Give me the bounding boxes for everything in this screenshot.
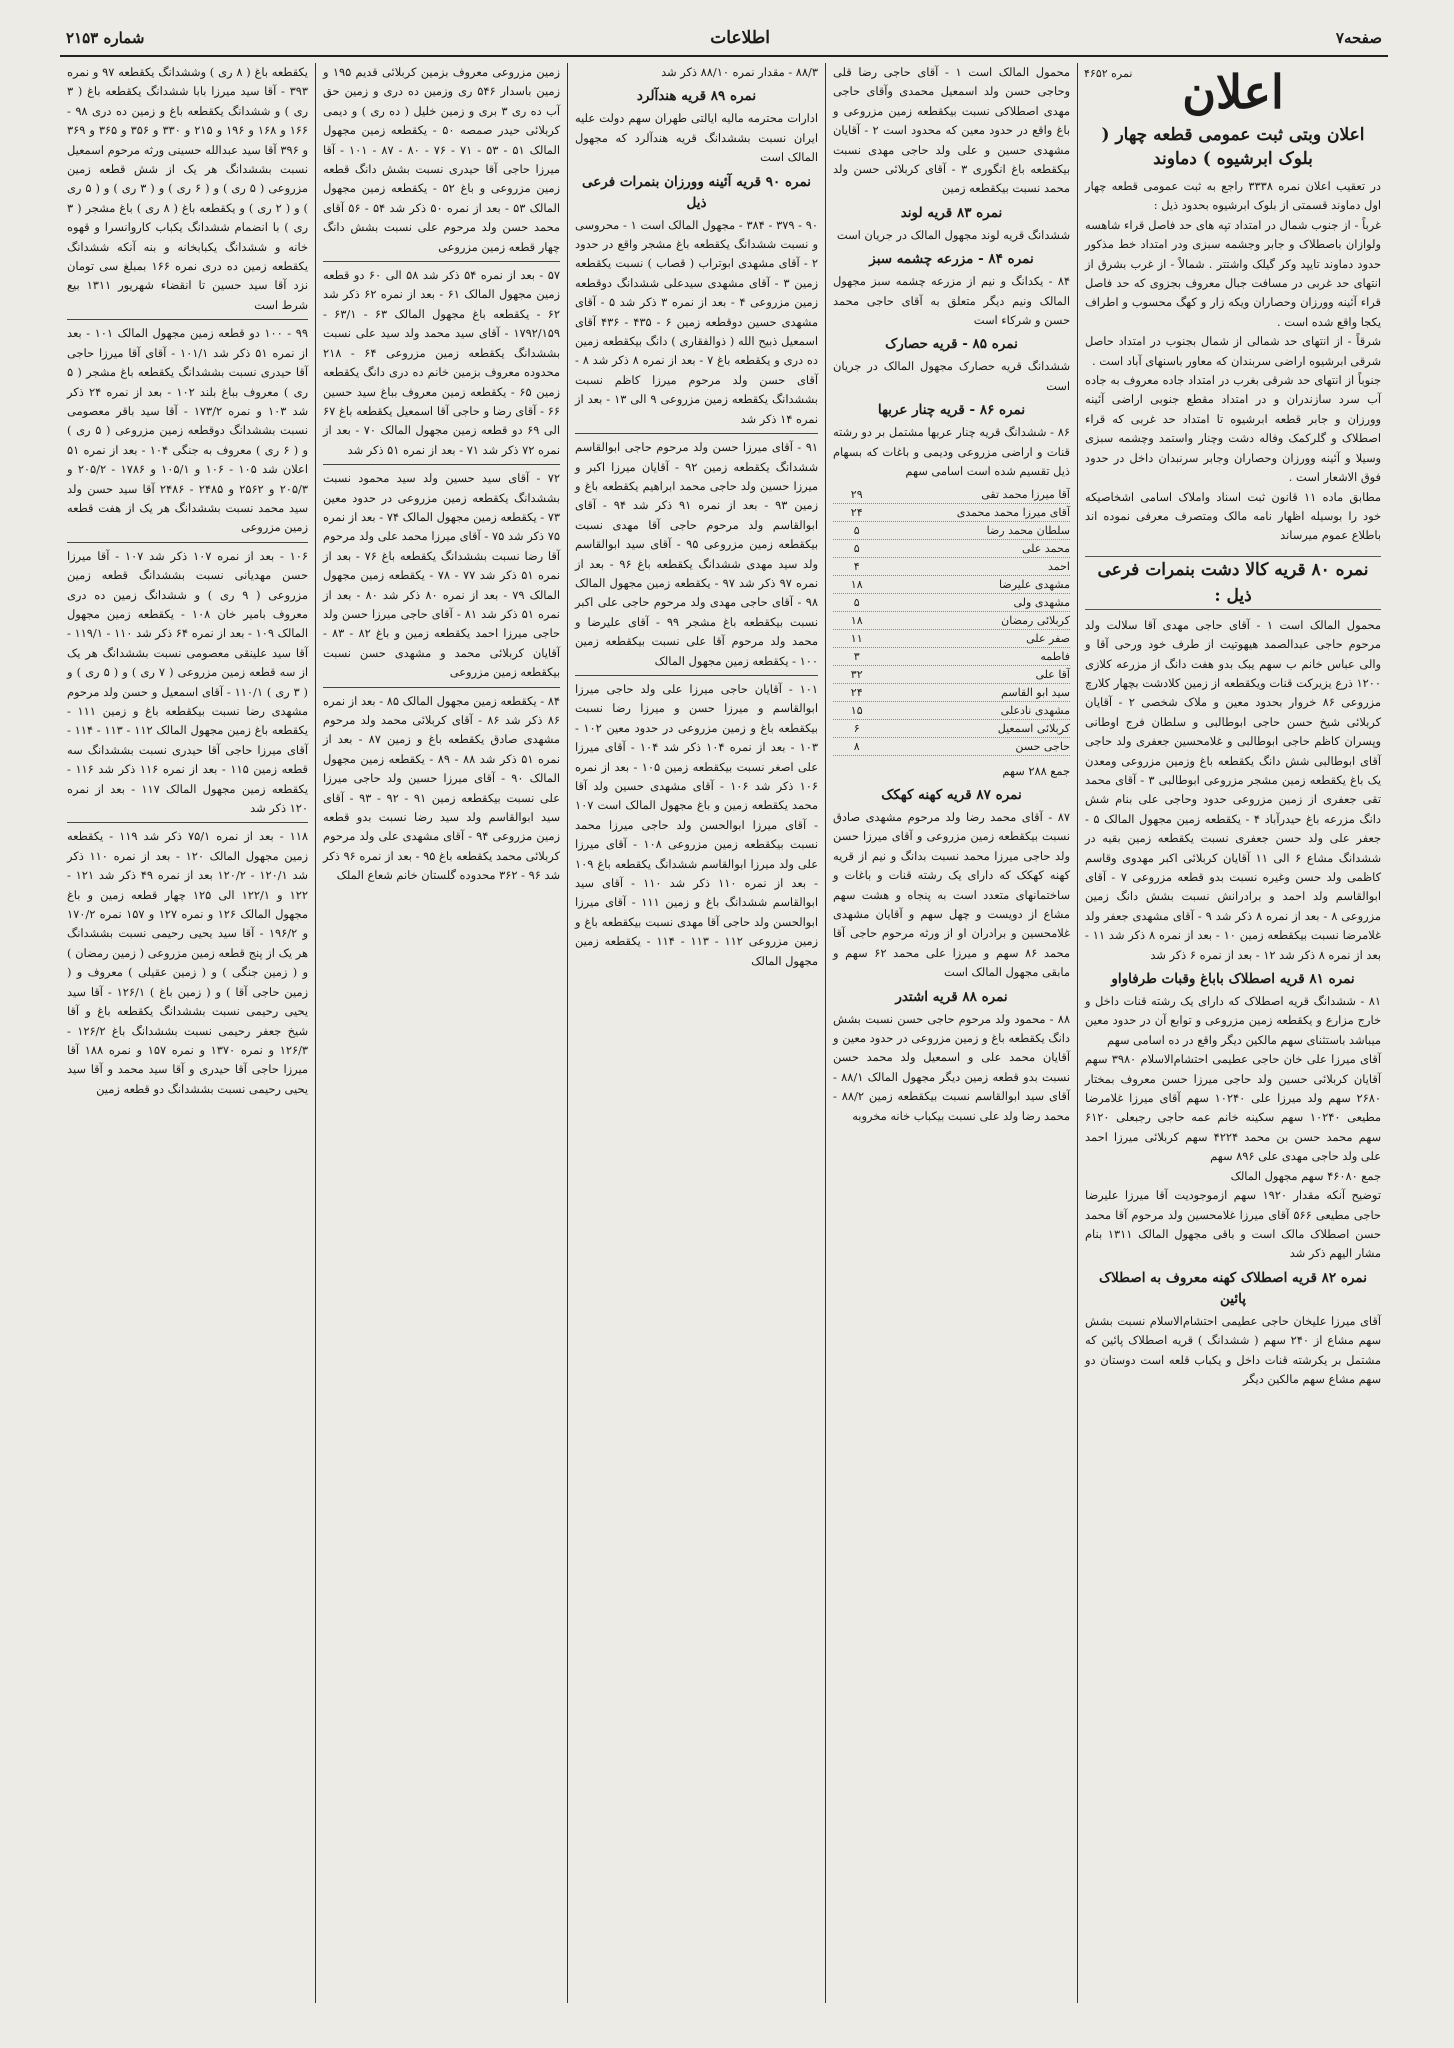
table-row bbox=[833, 486, 1070, 504]
shares-total: جمع ۲۸۸ سهم bbox=[1002, 763, 1070, 778]
text-col3-d: ۱۰۱ - آقایان حاجی میرزا علی ولد حاجی میرزا ابوالقاسم و میرزا حسن و میرزا رضا نسبت بیکقطعه باغ و زمین مزروعی در حدود معین ۱۰۲ - ۱۰۳ - بعد از نمره ۱۰۴ ذکر شد ۱۰۴ - آقای میرزا علی اصغر نسبت بیکقطعه زمین ۱۰۵ - بعد از نمره ۱۰۶ ذکر شد ۱۰۶ - آقای مشهدی حسین ولد آقا محمد یکقطعه زمین و باغ مجهول المالک است ۱۰۷ - آقای میرزا ابوالحسن ولد حاجی میرزا محمد نسبت بیکقطعه زمین مزروعی ۱۰۸ - آقای میرزا علی ولد میرزا ابوالقاسم ششدانگ یکقطعه باغ ۱۰۹ - بعد از نمره ۱۱۰ ذکر شد ۱۱۰ - آقای سید ابوالقاسم ششدانگ باغ و زمین ۱۱۱ - آقای میرزا ابوالحسن ولد حاجی آقا مهدی نسبت بیکقطعه باغ و زمین مزروعی ۱۱۲ - ۱۱۳ - ۱۱۴ - یکقطعه زمین مجهول المالک bbox=[575, 681, 819, 968]
text-84: ۸۴ - یکدانگ و نیم از مزرعه چشمه سبز مجهول المالک ونیم دیگر متعلق به آقای حاجی محمد حسن و شرکاء است bbox=[833, 274, 1070, 328]
column-2 bbox=[826, 63, 1078, 2003]
owner-share: ۳۲ bbox=[850, 667, 863, 681]
owner-share: ۱۸ bbox=[850, 577, 863, 591]
table-row bbox=[833, 576, 1070, 594]
owner-name: کربلائی اسمعیل bbox=[997, 721, 1070, 735]
owner-name: سلطان محمد رضا bbox=[986, 523, 1070, 537]
owner-name: آقا علی bbox=[1035, 667, 1070, 681]
newspaper-name: اطلاعات bbox=[710, 28, 770, 48]
column-3 bbox=[568, 63, 826, 2003]
owner-name: صفر علی bbox=[1026, 631, 1070, 645]
text-89: ادارات محترمه مالیه ایالتی طهران سهم دولت علیه ایران نسبت بششدانگ قریه هندآلرد که مجهول المالک است bbox=[575, 111, 818, 165]
boundary-east: شرقاً - از انتهای حد شمالی از شمال بجنوب در امتداد حاصل شرقی ابرشیوه اراضی سربندان که معاور باسنهای آباد است . bbox=[1085, 334, 1381, 368]
table-row bbox=[833, 504, 1070, 522]
text-col5-b: ۹۹ - ۱۰۰ دو قطعه زمین مجهول المالک ۱۰۱ - بعد از نمره ۵۱ ذکر شد ۱۰۱/۱ - آقای آقا میرزا حاجی آقا حیدری نسبت بششدانگ یکقطعه باغ مشجر ( ۵ ری ) معروف بباغ بلند ۱۰۲ - بعد از نمره ۲۴ ذکر شد ۱۰۳ و نمره ۱۷۳/۲ - آقا سید باقر معصومی نسبت بششدانگ دوقطعه زمین مزروعی ( ۵ ری ) و ( ۶ ری ) معروف به جنگی ۱۰۴ - بعد از نمره ۵۱ اعلان شد ۱۰۵ - ۱۰۶ و ۱۰۵/۱ و ۱۷۸۶ - ۲۰۵/۲ و ۲۰۵/۳ و ۲۵۶۲ و ۲۴۸۵ - ۲۴۸۶ آقا سید حسن ولد سید محمد نسبت بششدانگ هر یک از هفت قطعه زمین مزروعی bbox=[67, 326, 309, 535]
notice-legal: مطابق ماده ۱۱ قانون ثبت اسناد واملاک اسامی اشخاصیکه خود را بوسیله اظهار نامه مالک ومتصرف معرفی نموده اند باطلاع عموم میرساند bbox=[1085, 489, 1381, 543]
owner-name: سید ابو القاسم bbox=[1001, 685, 1070, 699]
divider bbox=[323, 687, 560, 688]
text-col4-d: ۸۴ - یکقطعه زمین مجهول المالک ۸۵ - بعد از نمره ۸۶ ذکر شد ۸۶ - آقای کربلائی محمد ولد مرحوم مشهدی صادق یکقطعه باغ و زمین ۸۷ - بعد از نمره ۵۱ ذکر شد ۸۸ - ۸۹ - یکقطعه زمین مجهول المالک ۹۰ - آقای میرزا حسین ولد حاجی میرزا علی نسبت بیکقطعه زمین ۹۱ - ۹۲ - ۹۳ - آقای سید ابوالقاسم ولد سید رضا نسبت بدو قطعه زمین مزروعی ۹۴ - آقای مشهدی علی ولد مرحوم کربلائی محمد یکقطعه باغ ۹۵ - بعد از نمره ۹۶ ذکر شد ۹۶ - ۳۶۲ محدوده گلستان خانم شعاع الملک bbox=[323, 693, 561, 883]
owner-share: ۱۸ bbox=[850, 613, 863, 627]
heading-83: نمره ۸۳ قریه لوند bbox=[900, 204, 1003, 221]
divider bbox=[575, 433, 818, 434]
table-row bbox=[833, 522, 1070, 540]
heading-86: نمره ۸۶ - قریه چنار عربها bbox=[877, 402, 1026, 419]
table-row bbox=[833, 630, 1070, 648]
text-col4-c: ۷۲ - آقای سید حسین ولد سید محمود نسبت بششدانگ یکقطعه زمین مزروعی در حدود معین ۷۳ - یکقطعه زمین مجهول المالک ۷۴ - بعد از نمره ۷۵ ذکر شد ۷۵ - آقای میرزا محمد علی ولد مرحوم آقا رضا نسبت بششدانگ یکقطعه باغ ۷۶ - بعد از نمره ۵۱ ذکر شد ۷۷ - ۷۸ - یکقطعه زمین مجهول المالک ۷۹ - بعد از نمره ۸۰ ذکر شد ۸۰ - بعد از نمره ۵۱ ذکر شد ۸۱ - آقای حاجی میرزا حسن ولد حاجی میرزا احمد یکقطعه زمین و باغ ۸۲ - ۸۳ - آقایان کربلائی محمد و مشهدی حسن نسبت بیکقطعه زمین مزروعی bbox=[323, 471, 561, 680]
boundary-south: جنوباً از انتهای حد شرقی بغرب در امتداد جاده معروف به جاده آب سرد سازندران و در امتداد مقطع جنوبی اراضی آئینه وورزان و جابر قطعه ابرشیوه تا امتداد حد غربی که قراء اصطلاک و گلرکمک وفاله دشت وچنار واستمد وچشمه سبزی وسیلا و آئینه وورزان وحصاران وجابر سرنبدان داخل در حدود فوق الاشعار است . bbox=[1085, 373, 1381, 485]
shares-table bbox=[833, 486, 1070, 756]
owner-share: ۳ bbox=[853, 649, 860, 663]
owner-name: مشهدی نادعلی bbox=[1000, 703, 1070, 717]
heading-87: نمره ۸۷ قریه کهنه کهکک bbox=[881, 786, 1022, 803]
owner-name: احمد bbox=[1048, 559, 1070, 573]
text-86: ۸۶ - ششدانگ قریه چنار عربها مشتمل بر دو رشته قنات و اراضی مزروعی ودیمی و باغات که بسهام ذیل تقسیم شده است اسامی سهم bbox=[833, 425, 1070, 479]
owner-share: ۲۴ bbox=[850, 505, 863, 519]
owner-name: مشهدی ولی bbox=[1013, 595, 1070, 609]
text-col4-b: ۵۷ - بعد از نمره ۵۴ ذکر شد ۵۸ الی ۶۰ دو قطعه زمین مجهول المالک ۶۱ - بعد از نمره ۶۲ ذکر شد ۶۲ - یکقطعه باغ مجهول المالک ۶۳ - ۶۳/۱ - ۱۷۹۲/۱۵۹ - آقای سید محمد ولد سید علی نسبت بششدانگ یکقطعه زمین مزروعی ۶۴ - ۲۱۸ محدوده معروف بزمین خانم ده دری دانگ یکقطعه زمین ۶۵ - یکقطعه زمین معروف بباغ سید حسین ۶۶ - آقای رضا و حاجی آقا اسمعیل یکقطعه باغ ۶۷ الی ۶۹ دو قطعه زمین مجهول المالک ۷۰ - بعد از نمره ۷۲ ذکر شد ۷۱ - بعد از نمره ۵۱ ذکر شد bbox=[323, 268, 560, 457]
table-row bbox=[833, 684, 1070, 702]
section-heading-82: نمره ۸۲ قریه اصطلاک کهنه معروف به اصطلاک پائین bbox=[1099, 1269, 1367, 1307]
column-5 bbox=[60, 63, 316, 2003]
table-row bbox=[833, 720, 1070, 738]
table-row bbox=[833, 738, 1070, 756]
banner-title: اعلان bbox=[1182, 65, 1284, 119]
table-row bbox=[833, 612, 1070, 630]
owners-81: آقای میرزا علی خان حاجی عطیمی احتشام‌الاسلام ۳۹۸۰ سهم آقایان کربلائی حسین ولد حاجی میرزا حسن معروف بمختار ۲۶۸۰ سهم ولد میرزا علی ۱۰۲۴۰ سهم آقای میرزا غلامرضا مطیعی ۱۰۲۴۰ سهم سکینه خانم عمه حاجی رجبعلی ۶۱۲۰ سهم محمد حسن بن محمد ۴۲۲۴ سهم کربلائی میرزا احمد علی ولد حاجی مهدی علی ۸۹۶ سهم bbox=[1085, 1052, 1382, 1164]
entries-col2-a: محمول المالک است ۱ - آقای حاجی رضا قلی وحاجی حسن ولد اسمعیل محمدی وآقای حاجی مهدی اصطلاکی نسبت بیکقطعه زمین مزروعی و باغ واقع در حدود معین که محدود است ۲ - آقایان مشهدی حسین و علی ولد حاجی مهدی نسبت بیکقطعه باغ انگوری ۳ - آقای کربلائی حسن ولد محمد نسبت بیکقطعه زمین bbox=[833, 65, 1070, 196]
owner-share: ۱۱ bbox=[850, 631, 863, 645]
table-row bbox=[833, 558, 1070, 576]
page-number: صفحه۷ bbox=[1335, 29, 1382, 47]
text-85: ششدانگ قریه حصارک مجهول المالک در جریان است bbox=[833, 359, 1070, 393]
text-col3-c: ۹۱ - آقای میرزا حسن ولد مرحوم حاجی ابوالقاسم ششدانگ یکقطعه زمین ۹۲ - آقایان میرزا اکبر و میرزا حسین ولد حاجی محمد ابراهیم یکقطعه باغ و زمین ۹۳ - بعد از نمره ۹۱ ذکر شد ۹۴ - آقای ابوالقاسم ولد مرحوم حاجی آقا مهدی نسبت بیکقطعه زمین مزروعی ۹۵ - آقای سید ابوالقاسم ولد سید مهدی ششدانگ یکقطعه باغ ۹۶ - بعد از نمره ۹۷ ذکر شد ۹۷ - یکقطعه زمین مجهول المالک ۹۸ - آقای حاجی مهدی ولد مرحوم حاجی علی اکبر نسبت بیکقطعه باغ مشجر ۹۹ - آقای علیرضا و محمد ولد مرحوم آقا علی نسبت بیکقطعه زمین ۱۰۰ - یکقطعه زمین مجهول المالک bbox=[575, 440, 818, 668]
owner-name: کربلائی رمضان bbox=[1001, 613, 1070, 627]
owner-share: ۵ bbox=[853, 541, 860, 555]
owner-share: ۸ bbox=[853, 739, 860, 753]
text-col5-c: ۱۰۶ - بعد از نمره ۱۰۷ ذکر شد ۱۰۷ - آقا میرزا حسن مهدیانی نسبت بششدانگ قطعه زمین مزروعی ( ۹ ری ) و ششدانگ زمین ده دری معروف بامیر خان ۱۰۸ - یکقطعه زمین مجهول المالک ۱۰۹ - بعد از نمره ۶۴ ذکر شد ۱۱۰ - ۱۱۹/۱ - آقا سید علینقی معصومی نسبت بششدانگ هر یک از سه قطعه زمین مزروعی ( ۷ ری ) و ( ۵ ری ) و ( ۳ ری ) ۱۱۰/۱ - آقای اسمعیل و حسن ولد مرحوم مشهدی رضا نسبت بیکقطعه باغ و زمین ۱۱۱ - یکقطعه باغ زمین مجهول المالک ۱۱۲ - ۱۱۳ - ۱۱۴ - آقای میرزا حاجی آقا حیدری نسبت بششدانگ سه قطعه زمین ۱۱۵ - بعد از نمره ۱۱۶ ذکر شد ۱۱۶ - یکقطعه زمین مجهول المالک ۱۱۷ - بعد از نمره ۱۲۰ ذکر شد bbox=[67, 548, 309, 816]
owner-share: ۶ bbox=[853, 721, 860, 735]
owner-share: ۲۹ bbox=[850, 487, 863, 501]
table-row bbox=[833, 648, 1070, 666]
divider bbox=[67, 319, 308, 320]
total-81: جمع ۴۶۰۸۰ سهم مجهول المالک bbox=[1230, 1168, 1381, 1183]
divider bbox=[67, 822, 308, 823]
owner-name: آقا میرزا محمد تقی bbox=[981, 487, 1070, 501]
divider bbox=[323, 261, 560, 262]
text-88: ۸۸ - محمود ولد مرحوم حاجی حسن نسبت بشش دانگ یکقطعه باغ و زمین مزروعی در حدود معین و آقایان محمد علی و اسمعیل ولد محمد حسن نسبت بدو قطعه زمین دیگر مجهول المالک ۸۸/۱ - آقای سید ابوالقاسم نسبت بیکقطعه زمین ۸۸/۲ - محمد رضا ولد علی نسبت بیکباب خانه مخروبه bbox=[833, 1011, 1070, 1123]
text-90: ۹۰ - ۳۷۹ - ۳۸۴ - مجهول المالک است ۱ - محروسی و نسبت ششدانگ یکقطعه باغ مشجر واقع در حدود ۲ - آقای مشهدی ابوتراب ( قصاب ) نسبت یکقطعه زمین ۳ - آقای مشهدی سیدعلی ششدانگ دوقطعه زمین مزروعی ۴ - بعد از نمره ۳ ذکر شد ۵ - آقای مشهدی حسین دوقطعه زمین ۶ - ۴۳۵ - ۴۳۶ آقای اسمعیل ذبیح الله ( ذوالفقاری ) دانگ بیکقطعه زمین ده دری و یکقطعه باغ ۷ - بعد از نمره ۸ ذکر شد ۸ - آقای حسن ولد مرحوم میرزا کاظم نسبت بششدانگ یکقطعه زمین مزروعی ۹ الی ۱۳ - بعد از نمره ۱۴ ذکر شد bbox=[575, 217, 819, 426]
owner-share: ۲۴ bbox=[850, 685, 863, 699]
owner-share: ۵ bbox=[853, 595, 860, 609]
issue-number: شماره ۲۱۵۳ bbox=[66, 29, 145, 47]
owner-share: ۵ bbox=[853, 523, 860, 537]
entries-81: ۸۱ - ششدانگ قریه اصطلاک که دارای یک رشته قنات داخل و خارج مزارع و یکقطعه زمین مزروعی و توابع آن در حدود معین میباشد باستثنای سهم مالکین دیگر واقع در ده اسامی سهم bbox=[1085, 994, 1381, 1047]
reference-number: نمره ۴۶۵۲ bbox=[1084, 67, 1133, 80]
section-heading-80: نمره ۸۰ قریه کالا دشت بنمرات فرعی ذیل : bbox=[1085, 556, 1381, 610]
text-col5-a: یکقطعه باغ ( ۸ ری ) وششدانگ یکقطعه ۹۷ و نمره ۳۹۳ - آقا سید میرزا بابا ششدانگ یکقطعه باغ ( ۳ ری ) و ششدانگ یکقطعه باغ و زمین ده دری ۹۸ - ۱۶۶ و ۱۶۸ و ۱۹۶ و ۲۱۵ و ۳۳۰ و ۳۵۶ و ۳۶۵ و ۳۶۹ و ۳۹۶ آقا سید عبدالله حسینی ورثه مرحوم اسمعیل نسبت بششدانگ هر یک از شش قطعه زمین مزروعی ( ۵ ری ) و ( ۶ ری ) و ( ۳ ری ) و ( ۵ ری ) و ( ۲ ری ) و یکقطعه باغ ( ۸ ری ) باغ مشجر ( ۳ ری ) با انضمام ششدانگ یکباب کاروانسرا و قهوه خانه و ششدانگ یکبابخانه و بنه آنکه ششدانگ یکقطعه زمین ده دری نمره ۱۶۶ بمبلغ سی تومان نزد آقا سید حسین تا انقضاء شهریور ۱۳۱۱ بیع شرط است bbox=[67, 65, 309, 312]
notice-title: اعلان وبتی ثبت عمومی قطعه چهار ( بلوک ابرشیوه ) دماوند bbox=[1101, 125, 1365, 169]
entries-82: آقای میرزا علیخان حاجی عطیمی احتشام‌الاسلام نسبت بشش سهم مشاع از ۲۴۰ سهم ( ششدانگ ) قریه اصطلاک پائین که مشتمل بر یکرشته قنات داخل و یکباب قلعه است دوستان دو سهم مشاع سهم مالکین دیگر bbox=[1085, 1313, 1381, 1386]
columns bbox=[60, 63, 1388, 2003]
text-col4-a: زمین مزروعی معروف بزمین کربلائی قدیم ۱۹۵ و زمین باسدار ۵۴۶ ری وزمین ده دری و زمین حق آب ده ری ۳ بری و زمین خلیل ( ده ری ) و دیمی کربلائی حیدر صمصه ۵۰ - یکقطعه زمین مجهول المالک ۵۱ - ۵۳ - ۷۱ - ۷۶ - ۸۰ - ۸۷ - ۱۰۱ - آقا میرزا حاجی آقا حیدری نسبت بشش دانگ قطعه زمین مزروعی و باغ ۵۲ - یکقطعه زمین مجهول المالک ۵۳ - بعد از نمره ۵۰ ذکر شد ۵۴ - ۵۶ آقای محمد حسن ولد مرحوم علی نسبت بشش دانگ چهار قطعه زمین مزروعی bbox=[323, 65, 561, 254]
heading-89: نمره ۸۹ قریه هندآلرد bbox=[636, 88, 757, 105]
notice-intro: در تعقیب اعلان نمره ۳۳۳۸ راجع به ثبت عمومی قطعه چهار اول دماوند قسمتی از بلوک ابرشیوه بحدود ذیل : bbox=[1085, 179, 1381, 213]
text-col5-d: ۱۱۸ - بعد از نمره ۷۵/۱ ذکر شد ۱۱۹ - یکقطعه زمین مجهول المالک ۱۲۰ - بعد از نمره ۱۱۰ ذکر شد ۱۲۰/۱ - ۱۲۰/۲ بعد از نمره ۴۹ ذکر شد ۱۲۱ - ۱۲۲ و ۱۲۲/۱ الی ۱۲۵ چهار قطعه زمین و باغ مجهول المالک ۱۲۶ و نمره ۱۲۷ و ۱۵۷ نمره ۱۷۰/۲ و ۱۹۶/۲ - آقا سید یحیی رحیمی نسبت بششدانگ هر یک از پنج قطعه زمین مزروعی ( زمین رمضان ) و ( زمین جنگی ) و ( زمین عقیلی ) معروف و ( زمین حاجی آقا ) و ( زمین باغ ) ۱۲۶/۱ - آقا سید یحیی رحیمی نسبت بششدانگ یکقطعه باغ و آقا شیخ جعفر رحیمی نسبت بششدانگ باغ ۱۲۶/۲ - ۱۲۶/۳ و نمره ۱۳۷۰ و نمره ۱۵۷ و نمره ۱۸۸ آقا میرزا حاجی آقا حیدری و آقا سید محمد و آقا سید یحیی رحیمی نسبت بششدانگ دو قطعه زمین bbox=[67, 829, 309, 1096]
table-row bbox=[833, 540, 1070, 558]
owner-share: ۱۵ bbox=[850, 703, 863, 717]
heading-88: نمره ۸۸ قریه اشتدر bbox=[895, 988, 1008, 1005]
heading-84: نمره ۸۴ - مزرعه چشمه سبز bbox=[869, 251, 1034, 268]
owner-name: محمد علی bbox=[1022, 541, 1070, 555]
owner-name: آقای میرزا محمد محمدی bbox=[956, 505, 1070, 519]
section-heading-81: نمره ۸۱ قریه اصطلاک باباغ وقبات طرفاواو bbox=[1111, 971, 1355, 988]
owner-name: حاجی حسن bbox=[1015, 739, 1070, 753]
table-row bbox=[833, 666, 1070, 684]
boundary-west: غرباً - از جنوب شمال در امتداد تپه های حد فاصل قراء شاهسه ولوازان باصطلاک و جابر وجشمه سبزی ودر امتداد خط مذکور حدود دماوند تایپد وکر گیلک واشتتر . شمالاً - از غرب بشرق از انتهای حد غربی در مسافت جبال معروف بجزوی که حد فاصل قراء آئینه وورزان وحصاران ویکه زار و کهگ محسوب و اطراف یکجا واقع شده است . bbox=[1085, 217, 1381, 329]
heading-85: نمره ۸۵ - قریه حصارک bbox=[885, 336, 1018, 353]
owner-name: مشهدی علیرضا bbox=[999, 577, 1070, 591]
heading-90: نمره ۹۰ قریه آئینه وورزان بنمرات فرعی ذیل bbox=[581, 173, 812, 211]
page-header bbox=[60, 24, 1388, 57]
table-row bbox=[833, 594, 1070, 612]
text-87: ۸۷ - آقای محمد رضا ولد مرحوم مشهدی صادق نسبت بیکقطعه زمین مزروعی و آقای میرزا حسن ولد حاجی میرزا محمد نسبت بدانگ و نیم از قریه کهنه کهکک که دارای یک رشته قنات و باغات و ساختمانهای متعدد است به پنجاه و هشت سهم مشاع از دویست و چهل سهم و آقایان مشهدی غلامحسین و برادران او از ورثه مرحوم حاجی آقا محمد ۸۶ سهم و میرزا علی محمد ۶۲ سهم و مابقی مجهول المالک است bbox=[833, 809, 1070, 980]
text-col3-top: ۸۸/۳ - مقدار نمره ۸۸/۱۰ ذکر شد bbox=[661, 65, 818, 79]
note-81: توضیح آنکه مقدار ۱۹۲۰ سهم ازموجودیت آقا میرزا علیرضا حاجی مطیعی ۵۶۶ آقای میرزا غلامحسین ولد مرحوم آقا محمد حسن اصطلاک مالک است و باقی مجهول المالک ۱۳۱۱ بنام مشار الیهم ذکر شد bbox=[1085, 1188, 1381, 1261]
column-1 bbox=[1078, 63, 1388, 2003]
table-row bbox=[833, 702, 1070, 720]
divider bbox=[67, 542, 308, 543]
owner-share: ۴ bbox=[853, 559, 860, 573]
owner-name: فاطمه bbox=[1040, 649, 1070, 663]
divider bbox=[323, 464, 560, 465]
entries-80: محمول المالک است ۱ - آقای حاجی مهدی آقا سلالت ولد مرحوم حاجی عبدالصمد هیهوتیت از طرف خود ورحی آقا و والی عباس خانم ب سهم یبک بدو هفت دانگ از مزرعه کلازی ۱۲۰۰ ذرع یزیرکت قنات ویکقطعه از زمین کلادشت بچهار کلارچ مزروعی ۸۶ خروار بحدود معین و ملاک شخصی ۲ - آقایان کربلائی شیخ حسن حاجی ابوطالبی و سلطان فرج اوطانی وپسران کاظم حاجی ابوطالبی و غلامحسین جعفری ولد حاجی آقای ابوطالبی شش دانگ یکقطعه باغ وزمین مزروعی ومعدن یک باغ یکقطعه زمین مشجر مزروعی ابوطالبی ۳ - آقای محمد تقی جعفری از زمین مزروعی حدود وحاجی علی بنام شش دانگ مزرعه باغ حیدرآباد ۴ - یکقطعه زمین مجهول المالک ۵ - جعفر علی ولد حسن جعفری نسبت یکقطعه زمین بقیه در ششدانگ مشاع ۶ الی ۱۱ آقایان کربلائی اکبر مهدوی وقاسم کاظمی ولد حسن وغیره نسبت بدو قطعه مزروعی ۷ - آقای ابوالقاسم ولد احمد و برادرانش نسبت بشش دانگ زمین مزروعی ۸ - بعد از نمره ۸ ذکر شد ۹ - آقای مشهدی جعفر ولد غلامرضا نسبت بیکقطعه زمین ۱۰ - بعد از نمره ۸ ذکر شد ۱۱ - بعد از نمره ۸ ذکر شد ۱۲ - بعد از نمره ۶ ذکر شد bbox=[1085, 617, 1381, 962]
text-83: ششدانگ قریه لوند مجهول المالک در جریان است bbox=[836, 227, 1070, 242]
column-4 bbox=[316, 63, 568, 2003]
divider bbox=[575, 675, 818, 676]
